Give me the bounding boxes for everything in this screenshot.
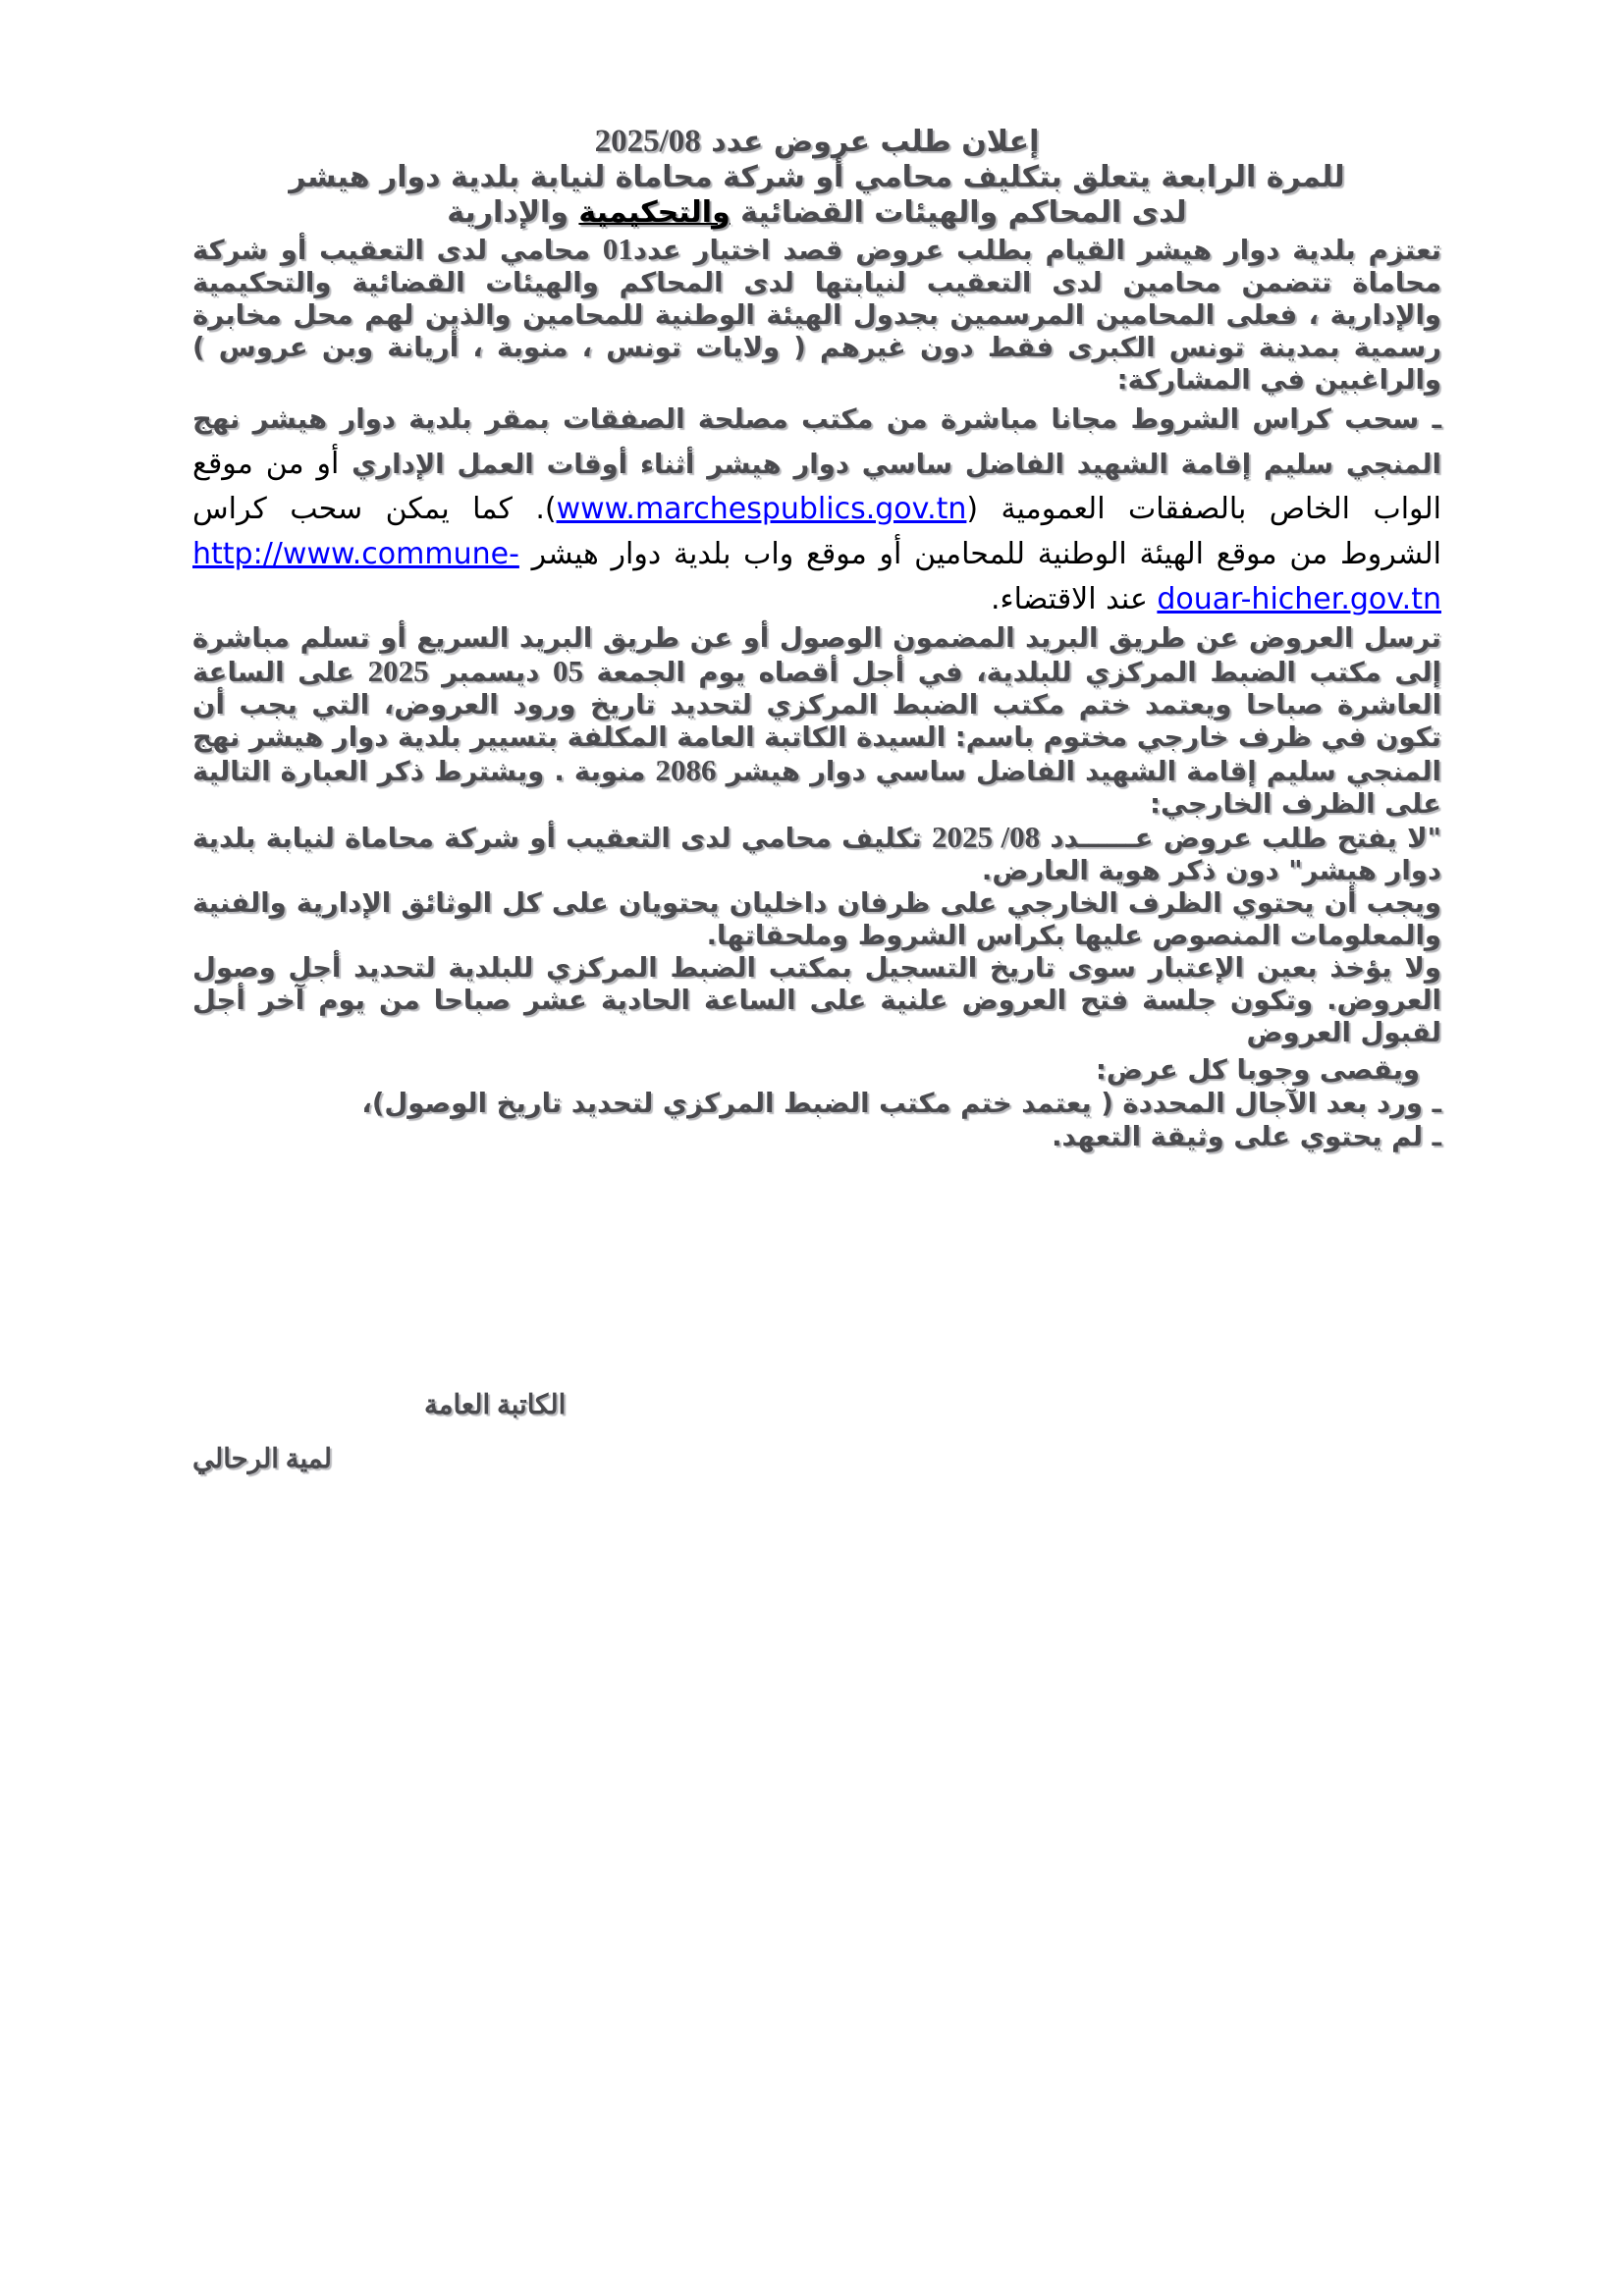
intro-text-b: محامي لدى التعقيب أو شركة محاماة تتضمن محامين لدى التعقيب لنيابتها لدى المحاكم والهيئات القضائية والتحكيمية والإدارية ، فعلى المحامين المرسمين بجدول الهيئة الوطنية للمحامين والذين لهم محل مخابرة رسمية بمدينة تونس الكبرى فقط دون غيرهم ( ولايات تونس ، منوبة ، أريانة وبن عروس ) والراغبين في المشاركة:: [192, 235, 1441, 396]
deadline-month: ديسمبر: [428, 657, 553, 688]
marchespublics-link[interactable]: www.marchespublics.gov.tn: [556, 492, 967, 526]
withdrawal-text-c: عند الاقتضاء.: [990, 582, 1158, 616]
lawyer-count: 01: [602, 232, 633, 266]
submission-text-c: على الساعة العاشرة صباحا ويعتمد ختم مكتب الضبط المركزي لتحديد تاريخ ورود العروض، التي يجب أن تكون في ظرف خارجي مختوم باسم: السيدة الكاتبة العامة المكلفة بتسيير بلدية دوار هيشر نهج المنجي سليم إقامة الشهيد الفاضل ساسي دوار هيشر: [192, 657, 1441, 787]
exclusion-heading: ويقصى وجوبا كل عرض:: [1095, 1054, 1420, 1086]
announcement-subtitle-1: للمرة الرابعة يتعلق بتكليف محامي أو شركة محاماة لنيابة بلدية دوار هيشر: [289, 160, 1345, 194]
postal-code: 2086: [655, 753, 717, 787]
withdrawal-paragraph: [192, 397, 1441, 622]
intro-text-a: تعتزم بلدية دوار هيشر القيام بطلب عروض قصد اختيار عدد: [632, 235, 1441, 266]
envelope-tender-number: 08/ 2025: [931, 820, 1041, 854]
title-prefix: إعلان طلب عروض عدد: [711, 125, 1040, 159]
envelope-text-a: "لا يفتح طلب عروض عــــــدد: [1040, 823, 1441, 854]
envelope-phrase: [192, 821, 1441, 887]
subtitle-part-a: لدى المحاكم والهيئات القضائية: [730, 195, 1187, 230]
submission-text-d: منوبة . ويشترط ذكر العبارة التالية على الظرف الخارجي:: [192, 756, 1441, 820]
envelope-text-b: تكليف محامي لدى التعقيب أو شركة محاماة لنيابة بلدية دوار هيشر" دون ذكر هوية العارض.: [192, 823, 1441, 886]
deadline-day: 05: [552, 654, 583, 688]
deadline-year: 2025: [367, 654, 429, 688]
withdrawal-text-a: أو من موقع الواب الخاص بالصفقات العمومية (: [192, 447, 1441, 526]
announcement-title: [192, 124, 1441, 160]
exclusion-item: ـ لم يحتوي على وثيقة التعهد.: [1052, 1121, 1441, 1152]
exclusion-section: [192, 1053, 1441, 1153]
commune-website-link[interactable]: http://www.commune-douar-hicher.gov.tn: [192, 537, 1441, 616]
withdrawal-bold-text: ـ سحب كراس الشروط مجانا مباشرة من مكتب مصلحة الصفقات بمقر بلدية دوار هيشر نهج المنجي سليم إقامة الشهيد الفاضل ساسي دوار هيشر أثناء أوقات العمل الإداري: [192, 403, 1441, 480]
intro-paragraph: [192, 233, 1441, 397]
signatory-title: الكاتبة العامة: [424, 1389, 567, 1419]
inner-envelopes-paragraph: ويجب أن يحتوي الظرف الخارجي على ظرفان داخليان يحتويان على كل الوثائق الإدارية والفنية والمعلومات المنصوص عليها بكراس الشروط وملحقاتها.: [192, 887, 1441, 951]
registration-paragraph: ولا يؤخذ بعين الإعتبار سوى تاريخ التسجيل بمكتب الضبط المركزي للبلدية لتحديد أجل وصول العروض. وتكون جلسة فتح العروض علنية على الساعة الحادية عشر صباحا من يوم آخر أجل لقبول العروض: [192, 952, 1441, 1048]
withdrawal-text-b: ). كما يمكن سحب كراس الشروط من موقع الهيئة الوطنية للمحامين أو موقع واب بلدية دوار هيشر: [192, 492, 1441, 571]
submission-paragraph: [192, 622, 1441, 821]
signatory-name: لمية الرحالي: [192, 1443, 333, 1473]
exclusion-item: ـ ورد بعد الآجال المحددة ( يعتمد ختم مكتب الضبط المركزي لتحديد تاريخ الوصول)،: [361, 1088, 1441, 1119]
announcement-subtitle-2: [192, 195, 1441, 231]
tender-number: 2025/08: [594, 124, 701, 159]
subtitle-emphasis: والتحكيمية: [578, 195, 731, 230]
announcement-document: [192, 124, 1441, 1153]
submission-text-a: ترسل العروض عن طريق البريد المضمون الوصول أو عن طريق البريد السريع أو تسلم مباشرة إلى مكتب الضبط المركزي للبلدية، في أجل أقصاه يوم الجمعة: [192, 622, 1441, 688]
subtitle-part-b: والإدارية: [447, 195, 579, 230]
